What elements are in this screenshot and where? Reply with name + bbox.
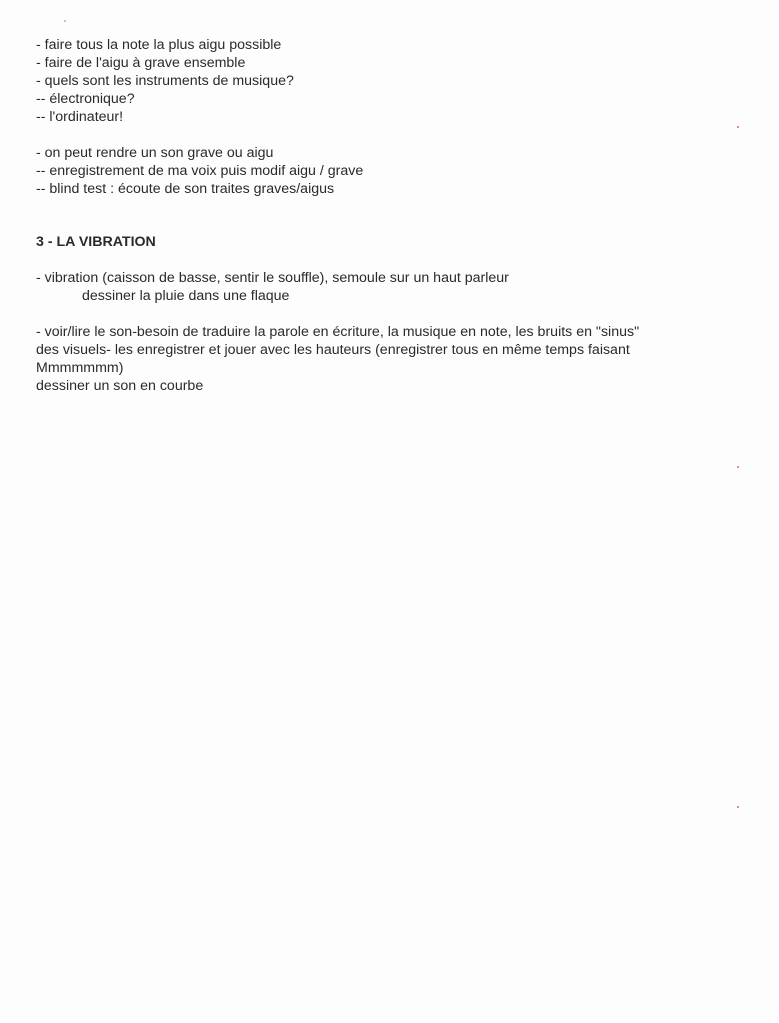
scan-speck bbox=[737, 126, 739, 128]
text-line: -- l'ordinateur! bbox=[36, 109, 124, 125]
text-line: dessiner un son en courbe bbox=[36, 378, 204, 394]
text-line: - quels sont les instruments de musique? bbox=[36, 73, 294, 89]
text-line: - on peut rendre un son grave ou aigu bbox=[36, 145, 274, 161]
text-line: - faire tous la note la plus aigu possible bbox=[36, 37, 282, 53]
text-line: - faire de l'aigu à grave ensemble bbox=[36, 55, 246, 71]
text-line: - vibration (caisson de basse, sentir le souffle), semoule sur un haut parleur bbox=[36, 270, 509, 286]
text-line: des visuels- les enregistrer et jouer avec les hauteurs (enregistrer tous en même temps faisant bbox=[36, 342, 630, 358]
scan-speck bbox=[737, 806, 739, 808]
scan-speck bbox=[64, 20, 66, 22]
scan-speck bbox=[737, 466, 739, 468]
text-line: -- enregistrement de ma voix puis modif aigu / grave bbox=[36, 163, 364, 179]
text-line: Mmmmmmm) bbox=[36, 360, 124, 376]
text-line: - voir/lire le son-besoin de traduire la parole en écriture, la musique en note, les bruits en "sinus" bbox=[36, 324, 640, 340]
section-heading: 3 - LA VIBRATION bbox=[36, 234, 156, 250]
text-line: -- électronique? bbox=[36, 91, 135, 107]
text-line-indented: dessiner la pluie dans une flaque bbox=[82, 288, 290, 304]
text-line: -- blind test : écoute de son traites graves/aigus bbox=[36, 181, 335, 197]
